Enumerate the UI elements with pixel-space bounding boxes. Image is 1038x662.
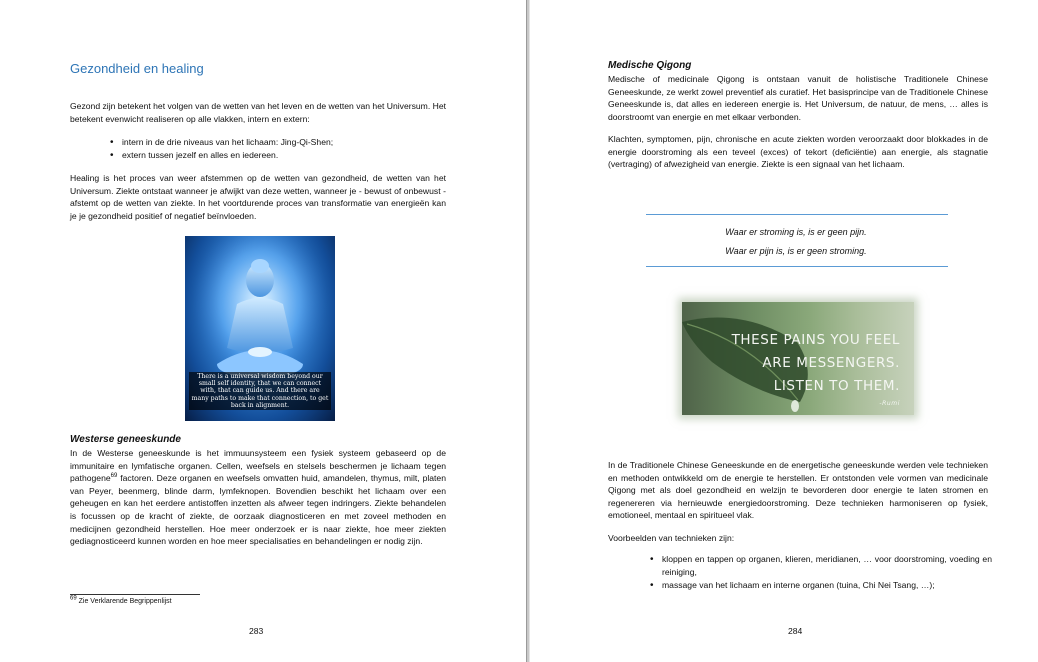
- paragraph-klachten: Klachten, symptomen, pijn, chronische en acute ziekten worden veroorzaakt door blokkades in de energie doorstroming als een teveel (exces) of tekort (deficiëntie) aan energie, als stagnatie (vertraging) of afwezigheid van energie. Ziekte is een signaal van het lichaam.: [608, 134, 988, 170]
- page-number: 284: [788, 626, 803, 636]
- buddha-image: [185, 236, 335, 421]
- text-run: factoren. Deze organen en weefsels omvatten huid, amandelen, thymus, milt, platen van Peyer, beenmerg, blinde darm, lymfeknopen. Bovendien beschikt het lichaam over een geheugen en kan het eerdere antistoffen inzetten als afweer tegen indringers. Ziekte behandelen is focussen op de kracht of ziekte, de oorzaak diagnosticeren en met zoveel methoden en medicijnen gezondheid herstellen. Hoe meer onderzoek er is naar ziekte, hoe meer ziekten gediagnosticeerd kunnen worden en hoe meer specialisaties en behandelingen er nodig zijn.: [70, 473, 446, 547]
- page-number: 283: [249, 626, 264, 636]
- footnote-ref[interactable]: 69: [110, 473, 118, 480]
- footnote-text: Zie Verklarende Begrippenlijst: [76, 598, 172, 605]
- text-run: In de Westerse geneeskunde is het immuunsysteem een fysiek systeem gebaseerd op de immunitaire en lymfatische organen. Cellen, weefsels en stelsels beschermen je lichaam tegen pathogene: [70, 448, 446, 484]
- subheading-westerse: Westerse geneeskunde: [70, 434, 181, 445]
- footnote-separator: [70, 594, 200, 595]
- bullet-list-left: [108, 136, 452, 162]
- bullet-list-right: [648, 553, 992, 592]
- quote-rule-top: [646, 214, 948, 215]
- section-heading: Gezondheid en healing: [70, 61, 204, 76]
- list-item: • extern tussen jezelf en alles en iedereen.: [122, 149, 452, 162]
- image-author: -Rumi: [879, 400, 900, 407]
- quote-rule-bottom: [646, 266, 948, 267]
- list-item: • kloppen en tappen op organen, klieren, meridianen, … voor doorstroming, voeding en reiniging,: [662, 553, 992, 579]
- leaf-quote-image: [682, 302, 914, 415]
- right-page: [530, 0, 1038, 662]
- quote-line: Waar er pijn is, is er geen stroming.: [725, 246, 867, 256]
- image-text-line: THESE PAINS YOU FEEL: [731, 332, 900, 348]
- paragraph-healing: Healing is het proces van weer afstemmen op de wetten van gezondheid, de wetten van het Universum. Ziekte ontstaat wanneer je afwijkt van deze wetten, wanneer je - bewust of onbewust - afstemt op de wetten van ziekte. In het voortdurende proces van transformatie van energieën kan je je gezondheid positief of negatief beïnvloeden.: [70, 173, 446, 221]
- paragraph-westerse: [70, 447, 446, 548]
- paragraph-technieken: In de Traditionele Chinese Geneeskunde en de energetische geneeskunde werden vele technieken en methoden ontwikkeld om de energie te herstellen. Er ontstonden vele vormen van medicinale Qigong met als doel gezondheid en welzijn te bevorderen door energie te laten stromen en regenereren via hernieuwde energiedoorstroming. Deze technieken harmoniseren op fysiek, emotioneel, mentaal en spiritueel vlak.: [608, 460, 988, 521]
- paragraph-qigong: Medische of medicinale Qigong is ontstaan vanuit de holistische Traditionele Chinese Geneeskunde, ze werkt zowel preventief als curatief. Het basisprincipe van de Traditionele Chinese Geneeskunde is, dat alles en iedereen energie is. Het Universum, de natuur, de mens, … alles is doorstroomt van energie en met elkaar verbonden.: [608, 74, 988, 122]
- list-item: • massage van het lichaam en interne organen (tuina, Chi Nei Tsang, …);: [662, 579, 992, 592]
- image-text-line: LISTEN TO THEM.: [773, 378, 900, 394]
- list-item: • intern in de drie niveaus van het lichaam: Jing-Qi-Shen;: [122, 136, 452, 149]
- paragraph-intro: Gezond zijn betekent het volgen van de wetten van het leven en de wetten van het Universum. Het betekent evenwicht realiseren op alle vlakken, intern en extern:: [70, 101, 446, 124]
- paragraph-voorbeelden: Voorbeelden van technieken zijn:: [608, 533, 735, 543]
- footnote: [70, 595, 172, 605]
- footnote-number: 69: [70, 595, 77, 602]
- subheading-qigong: Medische Qigong: [608, 60, 692, 71]
- image-text-line: ARE MESSENGERS.: [762, 355, 900, 371]
- quote-line: Waar er stroming is, is er geen pijn.: [725, 227, 867, 237]
- image-caption: There is a universal wisdom beyond our small self identity, that we can connect with, that can guide us. And there are many paths to make that connection, to get back in alignment.: [189, 372, 331, 410]
